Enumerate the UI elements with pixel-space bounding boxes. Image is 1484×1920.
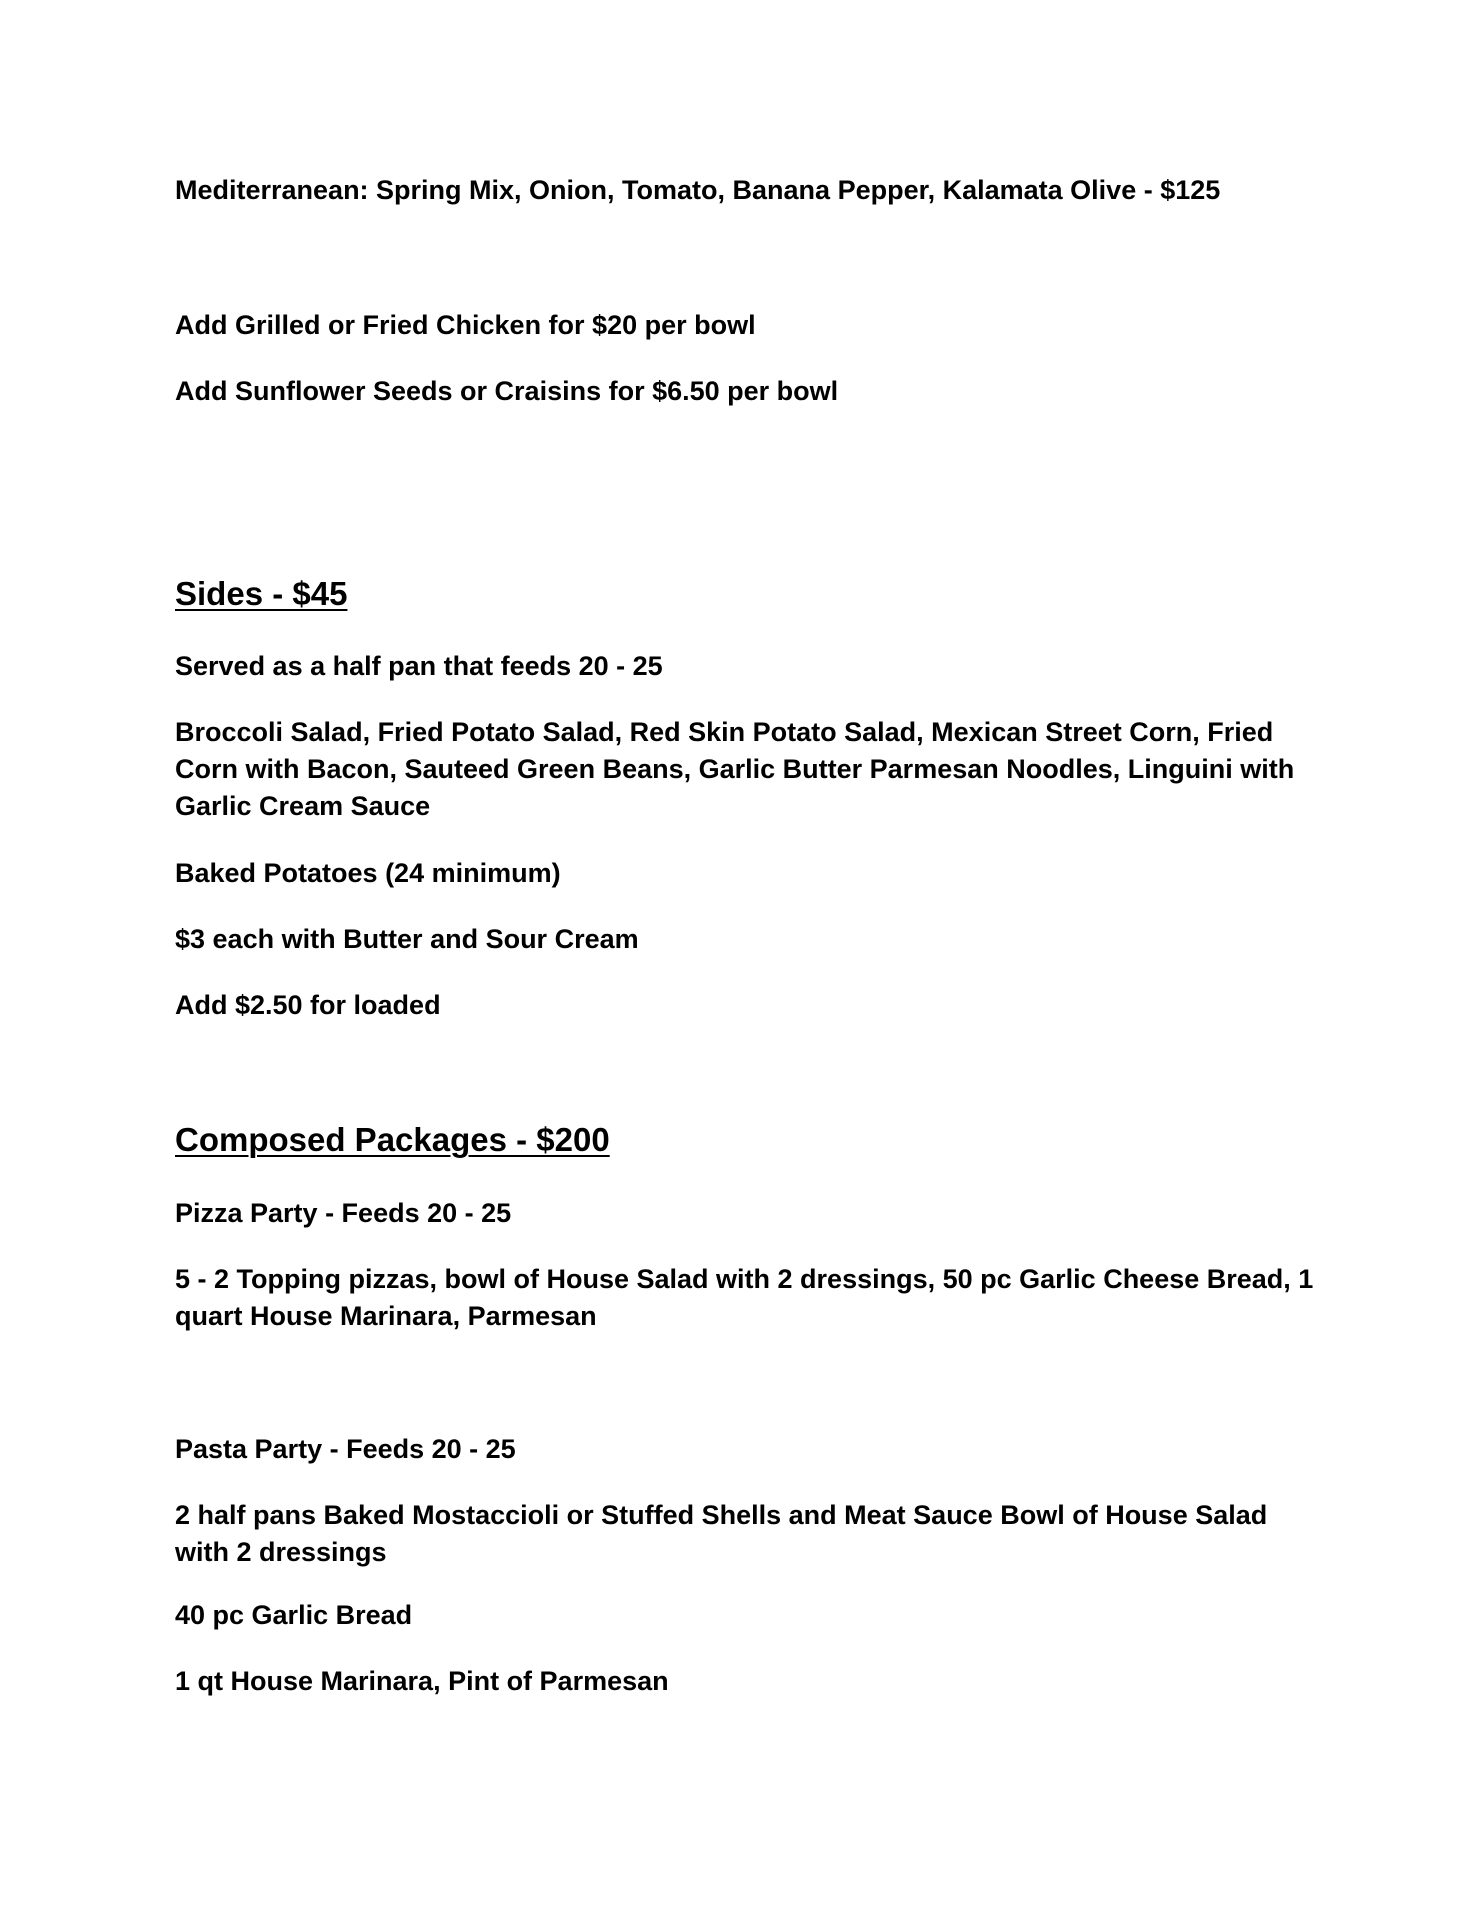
pasta-party-bread: 40 pc Garlic Bread [175,1600,413,1630]
mediterranean-salad-item: Mediterranean: Spring Mix, Onion, Tomato, Banana Pepper, Kalamata Olive - $125 [175,175,1221,205]
add-chicken-note: Add Grilled or Fried Chicken for $20 per bowl [175,310,756,340]
sides-heading: Sides - $45 [175,575,348,612]
baked-potato-price: $3 each with Butter and Sour Cream [175,924,639,954]
pizza-party-title: Pizza Party - Feeds 20 - 25 [175,1198,512,1228]
sides-serving-note: Served as a half pan that feeds 20 - 25 [175,651,663,681]
loaded-potato-note: Add $2.50 for loaded [175,990,441,1020]
sides-item-list: Broccoli Salad, Fried Potato Salad, Red Skin Potato Salad, Mexican Street Corn, Fried Corn with Bacon, Sauteed Green Beans, Garlic Butter Parmesan Noodles, Linguini with Garlic Cream Sauce [175,717,1295,821]
pasta-party-title: Pasta Party - Feeds 20 - 25 [175,1434,516,1464]
baked-potatoes-item: Baked Potatoes (24 minimum) [175,858,561,888]
pasta-party-description: 2 half pans Baked Mostaccioli or Stuffed Shells and Meat Sauce Bowl of House Salad with 2 dressings [175,1500,1268,1567]
pasta-party-extras: 1 qt House Marinara, Pint of Parmesan [175,1666,669,1696]
pizza-party-description: 5 - 2 Topping pizzas, bowl of House Salad with 2 dressings, 50 pc Garlic Cheese Bread, 1 quart House Marinara, Parmesan [175,1264,1314,1331]
add-seeds-note: Add Sunflower Seeds or Craisins for $6.50 per bowl [175,376,839,406]
composed-packages-heading: Composed Packages - $200 [175,1121,610,1158]
